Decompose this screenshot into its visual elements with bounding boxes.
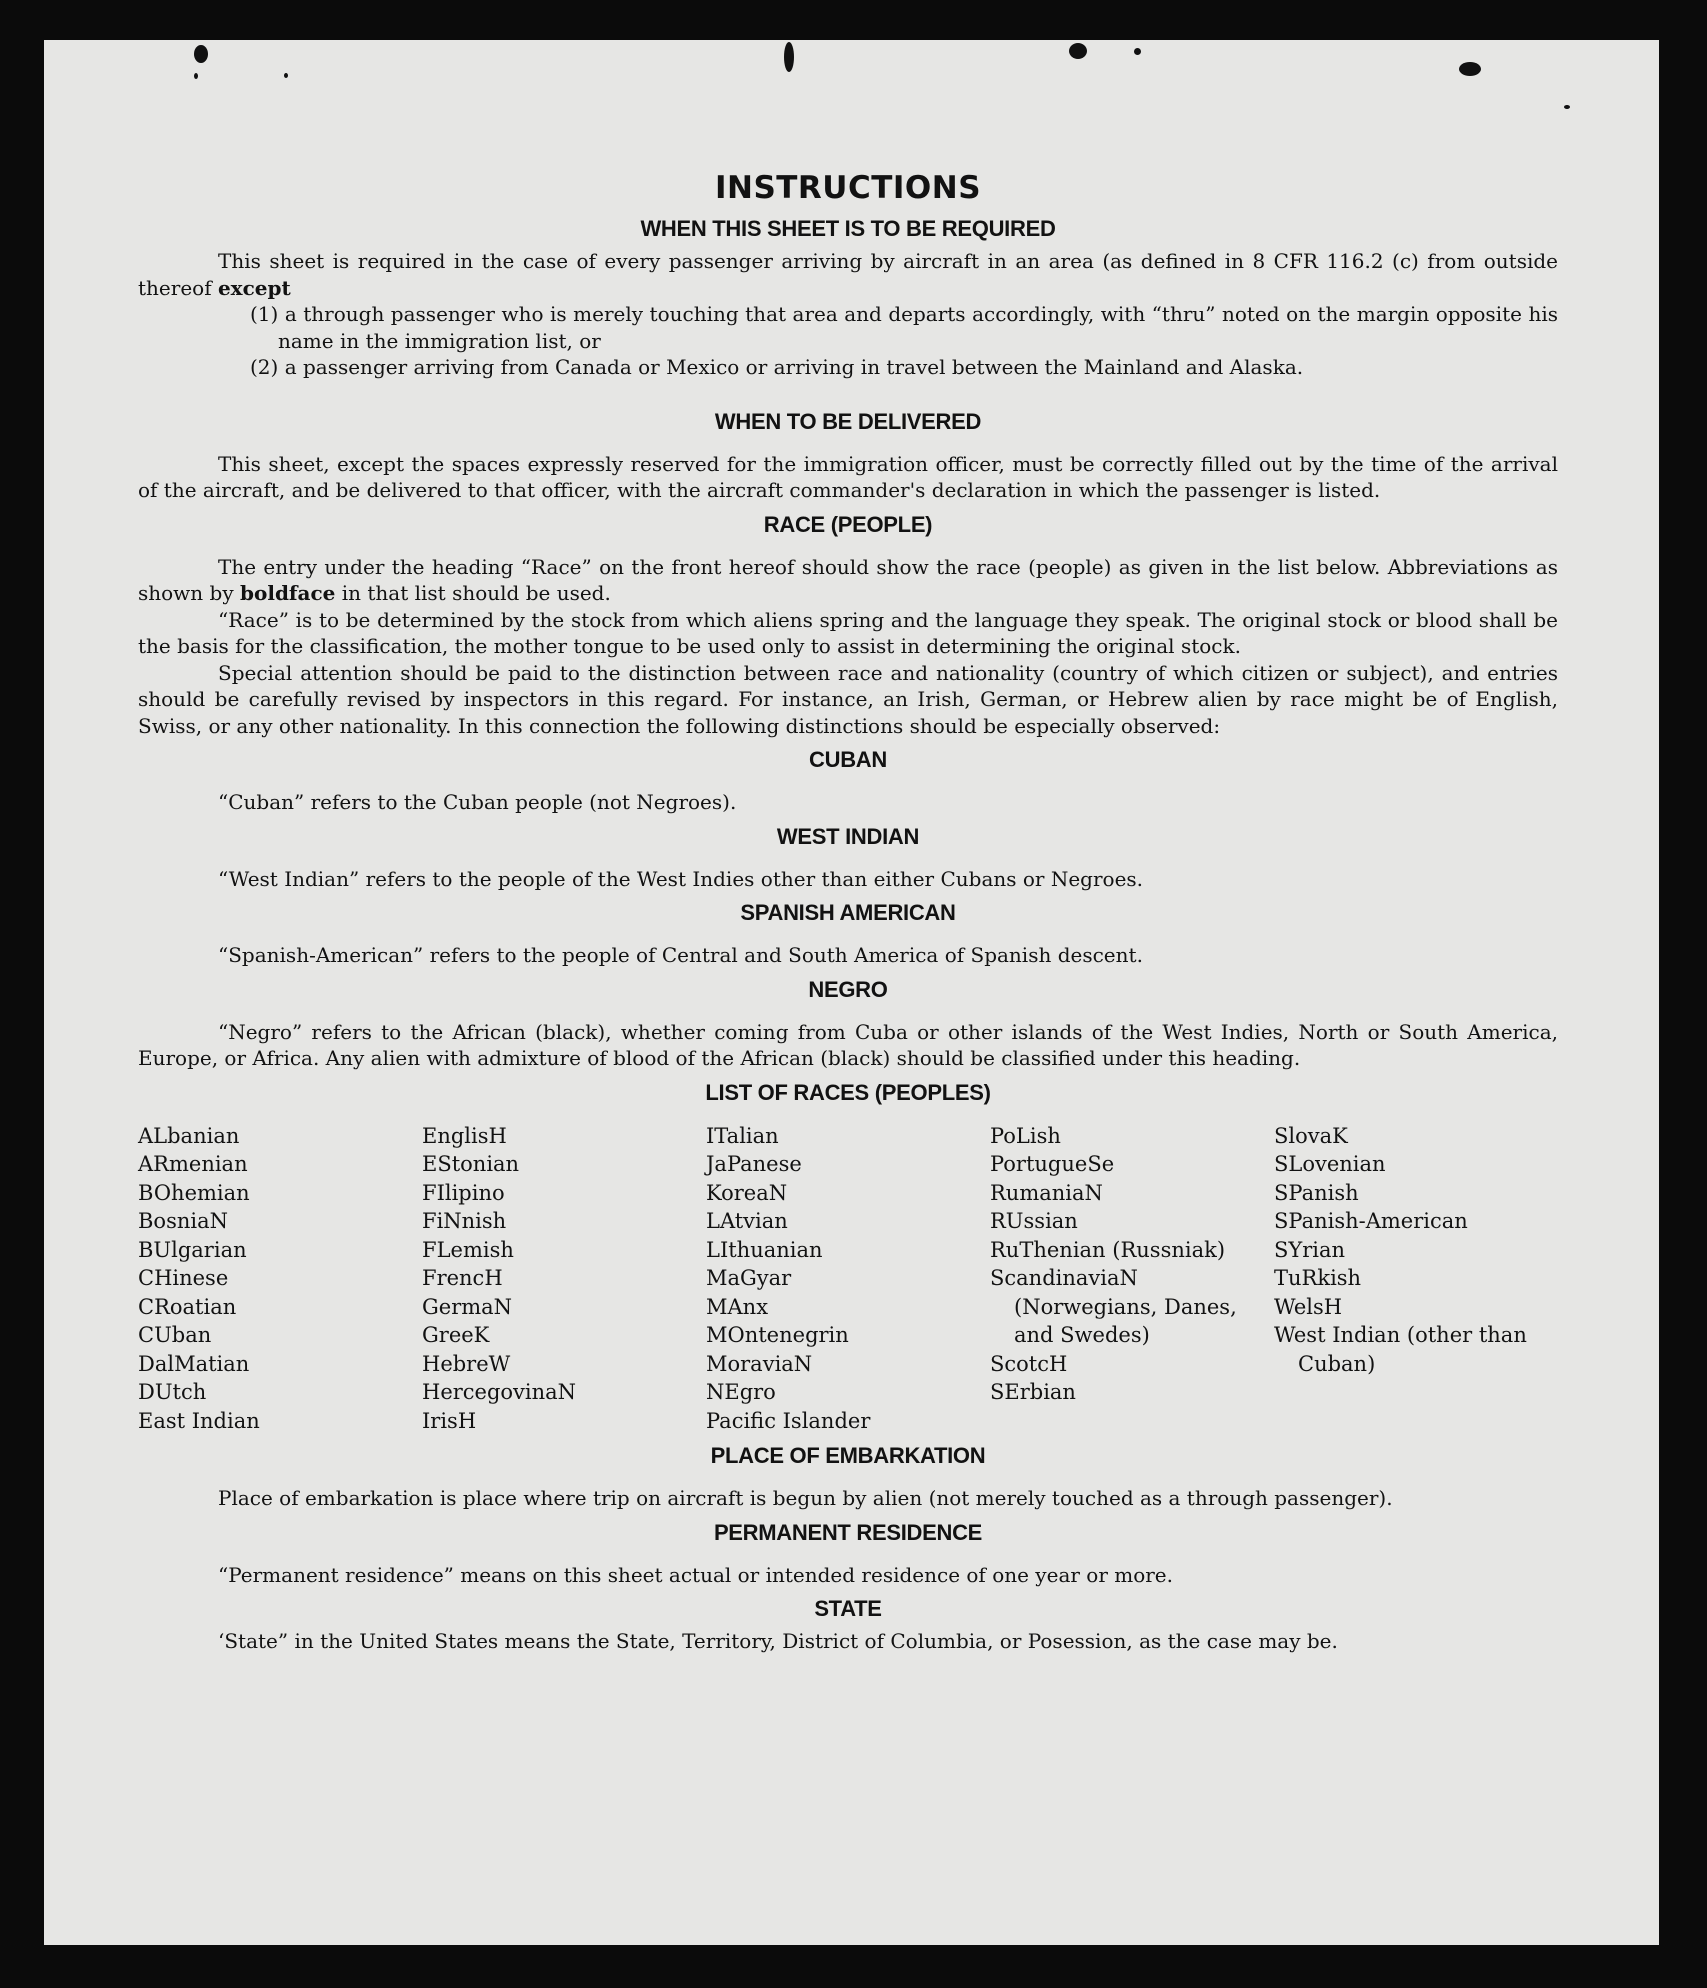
residence-text: “Permanent residence” means on this sheet actual or intended residence of one year or more.: [218, 1562, 1173, 1587]
heading-place-of-embarkation: PLACE OF EMBARKATION: [710, 1443, 986, 1468]
race-entry: HebreW: [422, 1351, 511, 1376]
race-entry: EnglisH: [422, 1123, 507, 1148]
race-column-1: [138, 1122, 422, 1436]
race-entry: LIthuanian: [706, 1237, 823, 1262]
race-entry: West Indian (other than Cuban): [1274, 1323, 1527, 1376]
scan-speck: [284, 73, 288, 78]
race-entry: DUtch: [138, 1380, 207, 1404]
race-entry: DalMatian: [138, 1351, 250, 1376]
scan-speck: [784, 42, 794, 72]
heading-west-indian: WEST INDIAN: [776, 823, 920, 849]
spanish-american-text: “Spanish-American” refers to the people of Central and South America of Spanish descent.: [218, 943, 1143, 967]
race-entry: RUssian: [990, 1209, 1078, 1233]
race-entry: MoraviaN: [706, 1351, 813, 1376]
state-text: ‘State” in the United States means the State, Territory, District of Columbia, or Posession, as the case may be.: [218, 1629, 1338, 1653]
heading-negro: NEGRO: [808, 976, 888, 1002]
race-entry: NEgro: [706, 1380, 776, 1404]
race-column-2: [422, 1122, 706, 1436]
race-entry: IrisH: [422, 1408, 477, 1433]
race-p1-end: in that list should be used.: [341, 581, 611, 605]
scan-speck: [194, 73, 198, 79]
page-title: INSTRUCTIONS: [714, 170, 982, 206]
race-entry: BOhemian: [138, 1180, 250, 1205]
heading-state: STATE: [814, 1596, 882, 1621]
race-entry: ScandinaviaN (Norwegians, Danes, and Swedes): [990, 1266, 1237, 1347]
race-entry: CUban: [138, 1323, 212, 1347]
required-item-2: (2) a passenger arriving from Canada or Mexico or arriving in travel between the Mainland and Alaska.: [250, 355, 1304, 379]
race-entry: SYrian: [1274, 1237, 1346, 1262]
required-item-1: (1) a through passenger who is merely touching that area and departs accordingly, with “thru” noted on the margin opposite his name in the immigration list, or: [250, 302, 1558, 353]
scan-speck: [194, 45, 208, 63]
race-entry: SPanish-American: [1274, 1209, 1468, 1233]
embarkation-text: Place of embarkation is place where trip on aircraft is begun by alien (not merely touched as a through passenger).: [218, 1486, 1393, 1510]
race-entry: FiNnish: [422, 1209, 507, 1233]
race-entry: RuThenian (Russniak): [990, 1237, 1226, 1262]
race-entry: HercegovinaN: [422, 1380, 577, 1404]
race-entry: PoLish: [990, 1123, 1061, 1148]
race-entry: Pacific Islander: [706, 1408, 871, 1433]
heading-spanish-american: SPANISH AMERICAN: [740, 900, 956, 925]
race-paragraph-3: Special attention should be paid to the distinction between race and nationality (country of which citizen or subject), and entries should be carefully revised by inspectors in this regard. For instance, an Irish, German, or Hebrew alien by race might be of English, Swiss, or any other nationality. In this connection the following distinctions should be especially observed:: [138, 660, 1558, 738]
delivered-text: This sheet, except the spaces expressly reserved for the immigration officer, must be correctly filled out by the time of the arrival of the aircraft, and be delivered to that officer, with the aircraft commander's declaration in which the passenger is listed.: [138, 451, 1558, 502]
required-intro-except: except: [217, 275, 291, 300]
race-entry: EStonian: [422, 1152, 520, 1176]
race-entry: MAnx: [706, 1294, 769, 1319]
required-intro: [138, 248, 1558, 301]
race-entry: RumaniaN: [990, 1180, 1103, 1205]
heading-cuban: CUBAN: [809, 747, 887, 772]
race-entry: BUlgarian: [138, 1237, 247, 1262]
race-column-3: [706, 1122, 990, 1436]
heading-when-required: WHEN THIS SHEET IS TO BE REQUIRED: [640, 216, 1056, 241]
race-entry: PortugueSe: [990, 1152, 1115, 1176]
race-entry: ARmenian: [138, 1152, 248, 1176]
race-p1-text: The entry under the heading “Race” on the front hereof should show the race (people) as given in the list below. Abbreviations as shown by: [138, 554, 1558, 605]
scan-speck: [1069, 43, 1087, 59]
race-entry: SErbian: [990, 1380, 1076, 1404]
instructions-content: [138, 170, 1558, 1655]
race-entry: FIlipino: [422, 1180, 505, 1205]
race-entry: ScotcH: [990, 1351, 1068, 1376]
document-page: [44, 40, 1659, 1945]
heading-race: RACE (PEOPLE): [763, 511, 933, 537]
race-entry: CRoatian: [138, 1294, 237, 1319]
race-entry: LAtvian: [706, 1209, 788, 1233]
race-column-4: [990, 1122, 1274, 1436]
race-entry: WelsH: [1274, 1294, 1343, 1319]
required-intro-text: This sheet is required in the case of every passenger arriving by aircraft in an area (as defined in 8 CFR 116.2 (c) from outside thereof: [138, 249, 1558, 300]
scan-speck: [1134, 48, 1141, 55]
race-entry: SLovenian: [1274, 1152, 1386, 1176]
heading-list-of-races: LIST OF RACES (PEOPLES): [705, 1079, 991, 1105]
race-entry: FrencH: [422, 1266, 503, 1290]
race-entry: JaPanese: [706, 1152, 802, 1176]
race-entry: East Indian: [138, 1408, 260, 1433]
race-list: [138, 1122, 1558, 1436]
race-entry: GermaN: [422, 1294, 513, 1319]
race-paragraph-1: [138, 554, 1558, 607]
race-p1-boldface: boldface: [240, 581, 336, 605]
race-entry: KoreaN: [706, 1180, 788, 1205]
race-entry: FLemish: [422, 1237, 514, 1262]
race-entry: ITalian: [706, 1123, 779, 1148]
heading-permanent-residence: PERMANENT RESIDENCE: [713, 1519, 983, 1545]
scan-speck: [1564, 105, 1570, 109]
race-column-5: [1274, 1122, 1558, 1436]
negro-text: “Negro” refers to the African (black), whether coming from Cuba or other islands of the West Indies, North or South America, Europe, or Africa. Any alien with admixture of blood of the African (black) should be classified under this heading.: [138, 1019, 1558, 1070]
race-entry: SlovaK: [1274, 1123, 1348, 1148]
heading-when-delivered: WHEN TO BE DELIVERED: [714, 408, 982, 434]
race-entry: CHinese: [138, 1266, 229, 1290]
race-paragraph-2: “Race” is to be determined by the stock from which aliens spring and the language they speak. The original stock or blood shall be the basis for the classification, the mother tongue to be used only to assist in determining the original stock.: [138, 607, 1558, 658]
race-entry: SPanish: [1274, 1180, 1359, 1205]
west-indian-text: “West Indian” refers to the people of the West Indies other than either Cubans or Negroes.: [218, 866, 1144, 891]
race-entry: MOntenegrin: [706, 1323, 849, 1347]
scan-speck: [1459, 62, 1481, 76]
race-entry: BosniaN: [138, 1209, 228, 1233]
cuban-text: “Cuban” refers to the Cuban people (not Negroes).: [218, 790, 737, 814]
race-entry: TuRkish: [1274, 1266, 1362, 1290]
race-entry: ALbanian: [138, 1123, 240, 1148]
race-entry: GreeK: [422, 1323, 490, 1347]
race-entry: MaGyar: [706, 1266, 792, 1290]
